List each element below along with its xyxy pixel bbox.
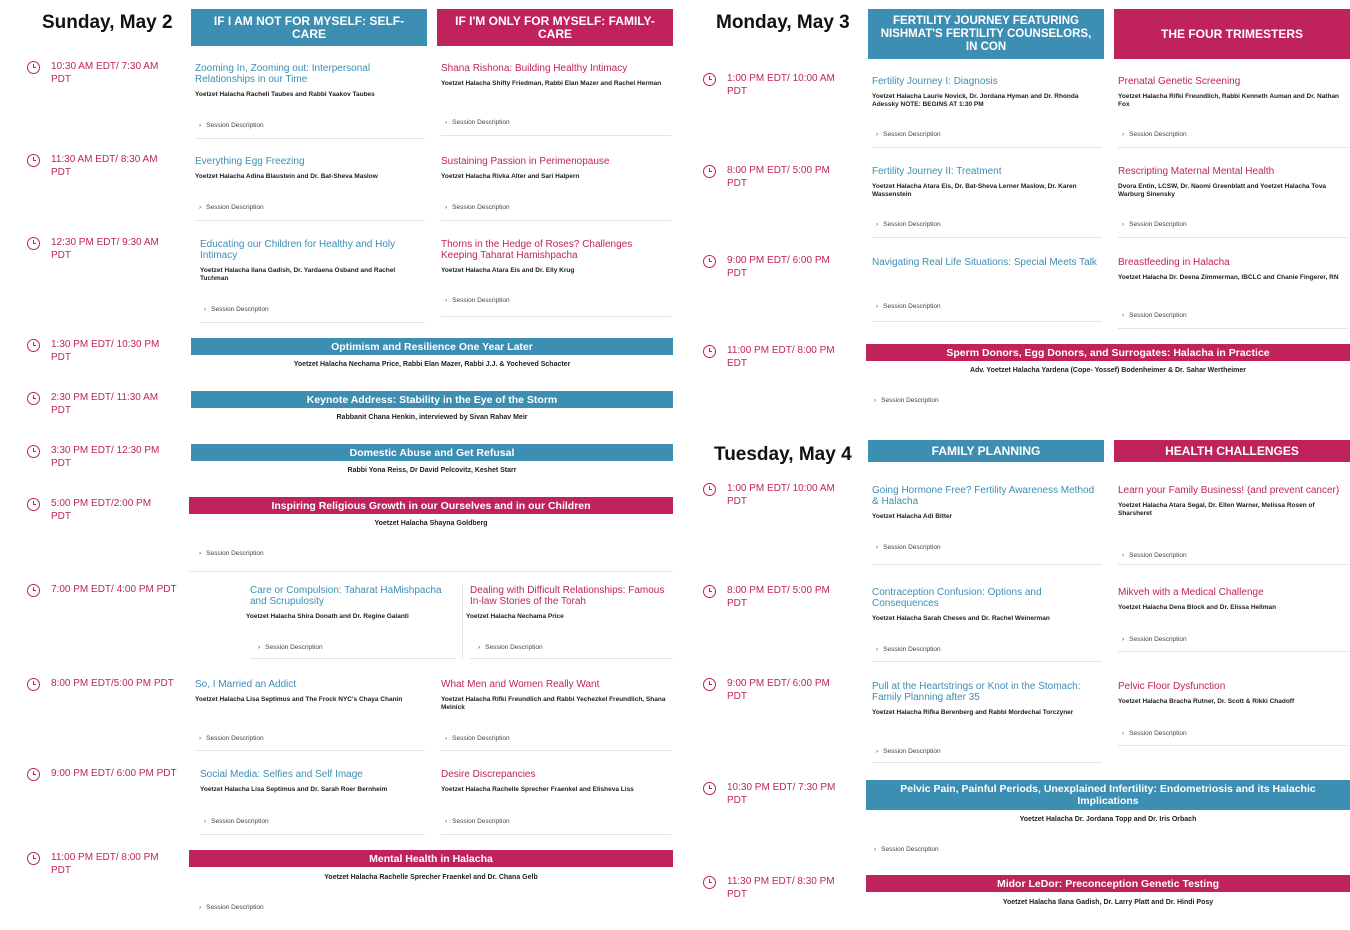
session-description-toggle[interactable]: › Session Description	[1122, 552, 1187, 559]
session-description-toggle[interactable]: › Session Description	[445, 818, 510, 825]
session-title[interactable]: Thorns in the Hedge of Roses? Challenges Keeping Taharat Hamishpacha	[441, 239, 633, 261]
session-speakers: Yoetzet Halacha Rachelle Sprecher Fraenkel and Elisheva Liss	[441, 786, 634, 793]
session-speakers: Yoetzet Halacha Shira Donath and Dr. Regine Galanti	[246, 613, 409, 620]
session-card	[872, 681, 1102, 763]
clock-icon	[703, 876, 716, 889]
plenary-speakers: Rabbanit Chana Henkin, interviewed by Sivan Rahav Meir	[336, 414, 528, 421]
session-speakers: Yoetzet Halacha Ilana Gadish, Dr. Yardaena Osband and Rachel Tuchman	[200, 267, 396, 282]
session-title[interactable]: Contraception Confusion: Options and Consequences	[872, 587, 1042, 609]
plenary-banner[interactable]: Keynote Address: Stability in the Eye of the Storm	[191, 391, 673, 408]
clock-icon	[703, 678, 716, 691]
session-description-toggle[interactable]: › Session Description	[478, 644, 543, 651]
day-title-tuesday: Tuesday, May 4	[714, 444, 852, 465]
session-card	[441, 239, 671, 317]
clock-icon	[27, 237, 40, 250]
session-card	[872, 587, 1102, 662]
clock-icon	[703, 585, 716, 598]
session-card	[195, 63, 425, 139]
session-title[interactable]: Navigating Real Life Situations: Special Meets Talk	[872, 257, 1097, 268]
session-card	[195, 679, 425, 751]
session-title[interactable]: Fertility Journey II: Treatment	[872, 166, 1002, 177]
clock-icon	[27, 61, 40, 74]
session-description-toggle[interactable]: › Session Description	[876, 748, 941, 755]
plenary-speakers: Adv. Yoetzet Halacha Yardena (Cope- Yossef) Bodenheimer & Dr. Sahar Wertheimer	[969, 367, 1247, 374]
plenary-banner[interactable]: Sperm Donors, Egg Donors, and Surrogates: Halacha in Practice	[866, 344, 1350, 361]
plenary-speakers: Rabbi Yona Reiss, Dr David Pelcovitz, Keshet Starr	[347, 467, 517, 474]
plenary-banner[interactable]: Optimism and Resilience One Year Later	[191, 338, 673, 355]
track-header-trimesters: THE FOUR TRIMESTERS	[1114, 9, 1350, 59]
session-description-toggle[interactable]: › Session Description	[199, 122, 264, 129]
session-description-toggle[interactable]: › Session Description	[1122, 312, 1187, 319]
clock-icon	[27, 392, 40, 405]
session-description-toggle[interactable]: › Session Description	[876, 303, 941, 310]
plenary-banner[interactable]: Inspiring Religious Growth in our Ourselves and in our Children	[189, 497, 673, 514]
clock-icon	[703, 255, 716, 268]
session-description-toggle[interactable]: › Session Description	[199, 735, 264, 742]
session-speakers: Yoetzet Halacha Bracha Rutner, Dr. Scott & Rikki Chadoff	[1118, 698, 1295, 705]
session-card	[441, 769, 671, 835]
session-card	[1118, 166, 1348, 238]
session-title[interactable]: Desire Discrepancies	[441, 769, 536, 780]
clock-icon	[27, 584, 40, 597]
session-title[interactable]: Prenatal Genetic Screening	[1118, 76, 1241, 87]
session-title[interactable]: Care or Compulsion: Taharat HaMishpacha and Scrupulosity	[250, 585, 442, 607]
session-description-toggle[interactable]: › Session Description	[445, 119, 510, 126]
session-title[interactable]: Breastfeeding in Halacha	[1118, 257, 1230, 268]
session-description-toggle[interactable]: › Session Description	[874, 397, 939, 404]
session-card	[1118, 257, 1348, 329]
session-card	[195, 156, 425, 221]
session-speakers: Yoetzet Halacha Atara Segal, Dr. Ellen Warner, Melissa Rosen of Sharsheret	[1118, 502, 1315, 517]
plenary-speakers: Yoetzet Halacha Dr. Jordana Topp and Dr. Iris Orbach	[1019, 816, 1197, 823]
session-card	[441, 63, 671, 136]
session-title[interactable]: What Men and Women Really Want	[441, 679, 600, 690]
session-card	[466, 585, 673, 659]
session-description-toggle[interactable]: › Session Description	[445, 297, 510, 304]
session-description-toggle[interactable]: › Session Description	[1122, 636, 1187, 643]
session-title[interactable]: Zooming In, Zooming out: Interpersonal Relationships in our Time	[195, 63, 371, 85]
session-card	[1118, 485, 1348, 565]
session-title[interactable]: Fertility Journey I: Diagnosis	[872, 76, 998, 87]
track-header-fertility: FERTILITY JOURNEY FEATURING NISHMAT'S FERTILITY COUNSELORS, IN CON	[868, 9, 1104, 59]
session-speakers: Yoetzet Halacha Nechama Price	[466, 613, 564, 620]
session-title[interactable]: Pelvic Floor Dysfunction	[1118, 681, 1226, 692]
session-description-toggle[interactable]: › Session Description	[199, 204, 264, 211]
clock-icon	[27, 445, 40, 458]
session-speakers: Yoetzet Halacha Shifty Friedman, Rabbi Elan Mazer and Rachel Herman	[441, 80, 662, 87]
session-card	[872, 76, 1102, 148]
session-description-toggle[interactable]: › Session Description	[204, 306, 269, 313]
clock-icon	[27, 678, 40, 691]
session-speakers: Yoetzet Halacha Adina Blaustein and Dr. Bat-Sheva Maslow	[195, 173, 378, 180]
session-title[interactable]: Rescripting Maternal Mental Health	[1118, 166, 1275, 177]
session-speakers: Yoetzet Halacha Dena Block and Dr. Elissa Hellman	[1118, 604, 1277, 611]
session-title[interactable]: Educating our Children for Healthy and Holy Intimacy	[200, 239, 396, 261]
plenary-speakers: Yoetzet Halacha Shayna Goldberg	[374, 520, 488, 527]
session-card	[872, 485, 1102, 565]
session-description-toggle[interactable]: › Session Description	[876, 221, 941, 228]
track-header-family-planning: FAMILY PLANNING	[868, 440, 1104, 462]
session-description-toggle[interactable]: › Session Description	[1122, 221, 1187, 228]
day-title-monday: Monday, May 3	[716, 12, 850, 33]
session-card	[1118, 76, 1348, 148]
session-description-toggle[interactable]: › Session Description	[1122, 730, 1187, 737]
session-card	[1118, 587, 1348, 652]
session-card	[441, 156, 671, 221]
session-speakers: Dvora Entin, LCSW, Dr. Naomi Greenblatt and Yoetzet Halacha Tova Warburg Sinensky	[1118, 183, 1327, 198]
clock-icon	[27, 154, 40, 167]
session-speakers: Yoetzet Halacha Sarah Cheses and Dr. Rachel Weinerman	[872, 615, 1050, 622]
session-description-toggle[interactable]: › Session Description	[876, 646, 941, 653]
plenary-banner[interactable]: Domestic Abuse and Get Refusal	[191, 444, 673, 461]
session-description-toggle[interactable]: › Session Description	[199, 550, 264, 557]
session-card	[872, 257, 1102, 322]
session-card	[246, 585, 456, 659]
session-speakers: Yoetzet Halacha Rifka Berenberg and Rabbi Mordechai Torczyner	[872, 709, 1074, 716]
session-description-toggle[interactable]: › Session Description	[1122, 131, 1187, 138]
session-description-toggle[interactable]: › Session Description	[204, 818, 269, 825]
clock-icon	[703, 73, 716, 86]
session-card	[1118, 681, 1348, 746]
session-description-toggle[interactable]: › Session Description	[874, 846, 939, 853]
session-speakers: Yoetzet Halacha Atara Eis, Dr. Bat-Sheva Lerner Maslow, Dr. Karen Wassenstein	[872, 183, 1077, 198]
track-header-self-care: IF I AM NOT FOR MYSELF: SELF-CARE	[191, 9, 427, 46]
clock-icon	[703, 345, 716, 358]
session-speakers: Yoetzet Halacha Lisa Septimus and The Frock NYC's Chaya Chanin	[195, 696, 403, 703]
clock-icon	[703, 782, 716, 795]
day-title-sunday: Sunday, May 2	[42, 12, 173, 33]
session-card	[441, 679, 671, 751]
plenary-speakers: Yoetzet Halacha Ilana Gadish, Dr. Larry Platt and Dr. Hindi Posy	[1002, 899, 1214, 906]
plenary-banner[interactable]: Pelvic Pain, Painful Periods, Unexplained Infertility: Endometriosis and its Halachic Implications	[866, 780, 1350, 810]
plenary-banner[interactable]: Mental Health in Halacha	[189, 850, 673, 867]
clock-icon	[27, 339, 40, 352]
session-title[interactable]: Going Hormone Free? Fertility Awareness Method & Halacha	[872, 485, 1095, 507]
session-title[interactable]: Shana Rishona: Building Healthy Intimacy	[441, 63, 628, 74]
session-title[interactable]: Learn your Family Business! (and prevent cancer)	[1118, 485, 1340, 496]
session-title[interactable]: Everything Egg Freezing	[195, 156, 305, 167]
session-speakers: Yoetzet Halacha Laurie Novick, Dr. Jordana Hyman and Dr. Rhonda Adessky NOTE: BEGINS AT 1:30 PM	[872, 93, 1079, 108]
session-card	[872, 166, 1102, 238]
session-speakers: Yoetzet Halacha Racheli Taubes and Rabbi Yaakov Taubes	[195, 91, 375, 98]
session-speakers: Yoetzet Halacha Rifki Freundlich and Rabbi Yechezkel Freundlich, Shana Melnick	[441, 696, 666, 711]
session-speakers: Yoetzet Halacha Adi Bitter	[872, 513, 953, 520]
session-speakers: Yoetzet Halacha Rivka Alter and Sari Halpern	[441, 173, 580, 180]
session-speakers: Yoetzet Halacha Dr. Deena Zimmerman, IBCLC and Chanie Fingerer, RN	[1118, 274, 1339, 281]
clock-icon	[27, 498, 40, 511]
plenary-speakers: Yoetzet Halacha Nechama Price, Rabbi Elan Mazer, Rabbi J.J. & Yocheved Schacter	[293, 361, 571, 368]
session-card	[200, 239, 425, 323]
divider	[189, 571, 673, 572]
session-title[interactable]: So, I Married an Addict	[195, 679, 297, 690]
divider	[462, 585, 463, 659]
session-title[interactable]: Social Media: Selfies and Self Image	[200, 769, 363, 780]
clock-icon	[703, 483, 716, 496]
session-title[interactable]: Sustaining Passion in Perimenopause	[441, 156, 610, 167]
session-description-toggle[interactable]: › Session Description	[445, 735, 510, 742]
session-description-toggle[interactable]: › Session Description	[876, 544, 941, 551]
plenary-banner[interactable]: Midor LeDor: Preconception Genetic Testing	[866, 875, 1350, 892]
session-description-toggle[interactable]: › Session Description	[876, 131, 941, 138]
session-card	[200, 769, 425, 835]
session-description-toggle[interactable]: › Session Description	[199, 904, 264, 911]
session-description-toggle[interactable]: › Session Description	[445, 204, 510, 211]
session-title[interactable]: Mikveh with a Medical Challenge	[1118, 587, 1264, 598]
clock-icon	[27, 768, 40, 781]
session-title[interactable]: Dealing with Difficult Relationships: Famous In-law Stories of the Torah	[470, 585, 665, 607]
plenary-speakers: Yoetzet Halacha Rachelle Sprecher Fraenkel and Dr. Chana Gelb	[324, 874, 538, 881]
clock-icon	[703, 165, 716, 178]
session-description-toggle[interactable]: › Session Description	[258, 644, 323, 651]
track-header-family-care: IF I'M ONLY FOR MYSELF: FAMILY-CARE	[437, 9, 673, 46]
session-speakers: Yoetzet Halacha Atara Eis and Dr. Elly Krug	[441, 267, 575, 274]
session-title[interactable]: Pull at the Heartstrings or Knot in the Stomach: Family Planning after 35	[872, 681, 1081, 703]
track-header-health-challenges: HEALTH CHALLENGES	[1114, 440, 1350, 462]
clock-icon	[27, 852, 40, 865]
session-speakers: Yoetzet Halacha Lisa Septimus and Dr. Sarah Roer Bernheim	[200, 786, 388, 793]
session-speakers: Yoetzet Halacha Rifki Freundlich, Rabbi Kenneth Auman and Dr. Nathan Fox	[1118, 93, 1340, 108]
